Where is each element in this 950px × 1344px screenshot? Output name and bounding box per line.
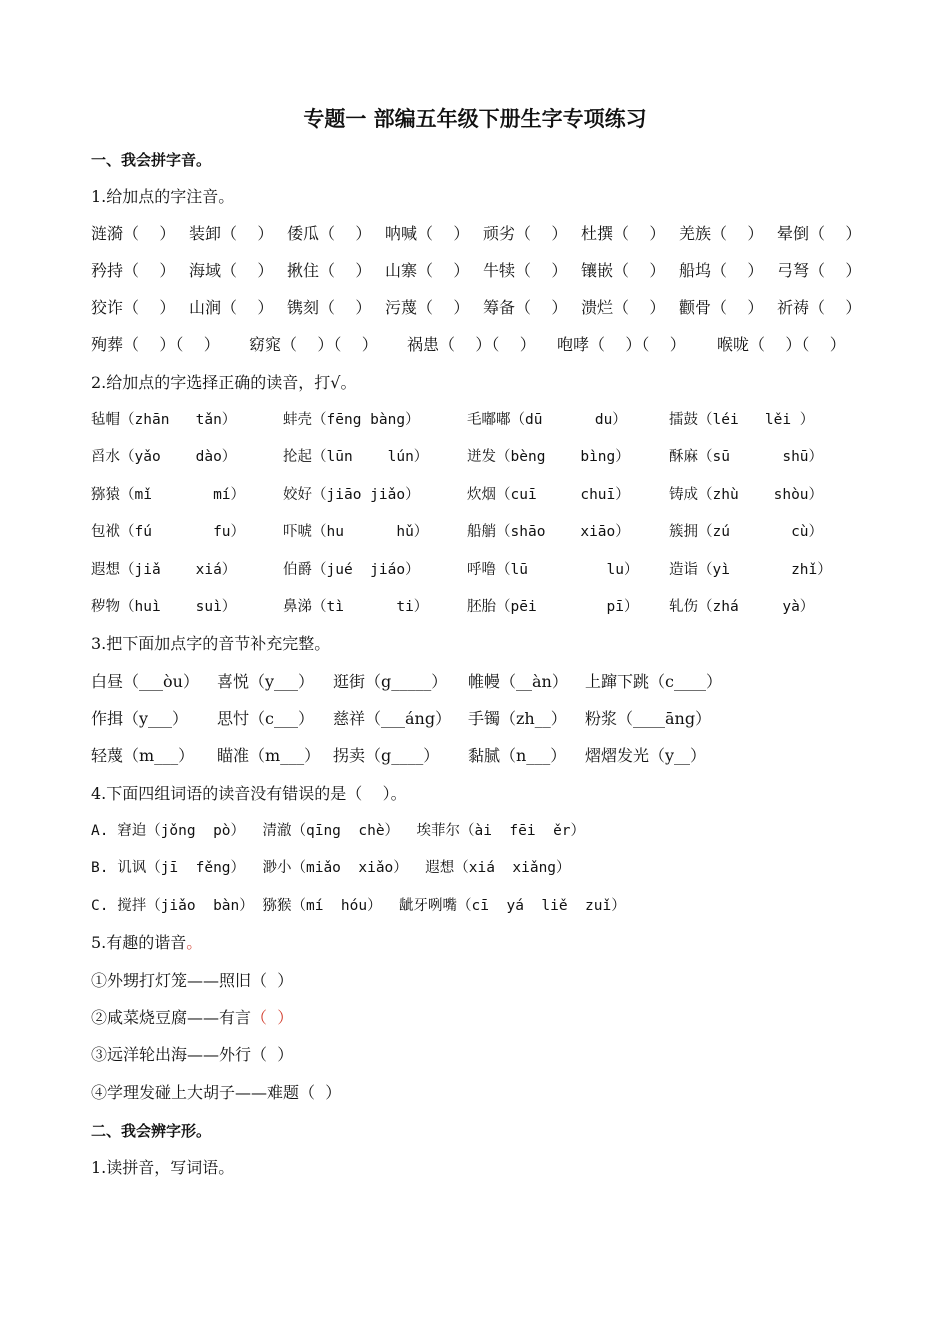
word-item: 镌刻（ ）	[287, 298, 372, 317]
word-item: 涟漪（ ）	[91, 224, 176, 243]
reading-choice: 毛嘟嘟（dū du）	[467, 412, 627, 428]
reading-choice: 迸发（bèng bìng）	[467, 449, 630, 465]
pun-text: ③远洋轮出海——外行	[91, 1045, 252, 1064]
page-title: 专题一 部编五年级下册生字专项练习	[303, 107, 647, 131]
reading-choice: 伯爵（jué jiáo）	[283, 562, 420, 578]
word-item: 晕倒（ ）	[777, 224, 862, 243]
syllable-blank: 瞄准（m___）	[217, 746, 321, 765]
word-item: 祸患（ ）（ ）	[407, 335, 536, 354]
reading-choice: 猕猿（mǐ mí）	[91, 487, 246, 503]
reading-choice: 船艄（shāo xiāo）	[467, 524, 630, 540]
reading-choice: 遐想（jiǎ xiá）	[91, 562, 237, 578]
syllable-blank: 上蹿下跳（c____）	[585, 672, 722, 691]
syllable-blank: 粉浆（____āng）	[585, 709, 712, 728]
word-item: 牛犊（ ）	[483, 261, 568, 280]
word-item: 弓弩（ ）	[777, 261, 862, 280]
question-2-prompt: 2.给加点的字选择正确的读音，打√。	[91, 373, 357, 392]
syllable-blank: 黏腻（n___）	[468, 746, 567, 765]
reading-choice: 姣好（jiāo jiǎo）	[283, 487, 420, 503]
answer-blank: （ ）	[251, 1008, 294, 1027]
reading-choice: 毡帽（zhān tǎn）	[91, 412, 237, 428]
question-3-prompt: 3.把下面加点字的音节补充完整。	[91, 634, 331, 653]
reading-choice: 擂鼓（léi lěi ）	[669, 412, 815, 428]
section-heading-pinyin: 一、我会拼字音。	[91, 151, 212, 169]
word-item: 污蔑（ ）	[385, 298, 470, 317]
word-item: 海域（ ）	[189, 261, 274, 280]
word-item: 呐喊（ ）	[385, 224, 470, 243]
section-2-question-1-prompt: 1.读拼音，写词语。	[91, 1158, 235, 1177]
reading-choice: 酥麻（sū shū）	[669, 449, 824, 465]
pun-item-4	[91, 1083, 341, 1103]
word-item: 颧骨（ ）	[679, 298, 764, 317]
word-item: 顽劣（ ）	[483, 224, 568, 243]
question-5-prompt	[91, 933, 202, 953]
syllable-blank: 拐卖（g____）	[333, 746, 440, 765]
word-item: 喉咙（ ）（ ）	[717, 335, 846, 354]
section-heading-glyphs: 二、我会辨字形。	[91, 1122, 212, 1140]
syllable-blank: 慈祥（___áng）	[333, 709, 452, 728]
word-item: 狡诈（ ）	[91, 298, 176, 317]
option-b: B. 讥讽（jī fěng） 渺小（miǎo xiǎo） 遐想（xiá xiǎng）	[91, 860, 571, 876]
reading-choice: 铸成（zhù shòu）	[669, 487, 824, 503]
syllable-blank: 思忖（c___）	[217, 709, 314, 728]
reading-choice: 蚌壳（fēng bàng）	[283, 412, 420, 428]
word-item: 羌族（ ）	[679, 224, 764, 243]
answer-blank: （ ）	[299, 1083, 342, 1102]
syllable-blank: 手镯（zh__）	[468, 709, 567, 728]
reading-choice: 轧伤（zhá yà）	[669, 599, 815, 615]
syllable-blank: 喜悦（y___）	[217, 672, 315, 691]
syllable-blank: 作揖（y___）	[91, 709, 189, 728]
syllable-blank: 白昼（___òu）	[91, 672, 199, 691]
reading-choice: 吓唬（hu hǔ）	[283, 524, 429, 540]
reading-choice: 包袱（fú fu）	[91, 524, 246, 540]
reading-choice: 鼻涕（tì ti）	[283, 599, 429, 615]
syllable-blank: 帷幔（__àn）	[468, 672, 568, 691]
pun-text: ④学理发碰上大胡子——难题	[91, 1083, 300, 1102]
pun-item-2	[91, 1008, 293, 1028]
reading-choice: 舀水（yǎo dào）	[91, 449, 237, 465]
word-item: 矜持（ ）	[91, 261, 176, 280]
word-item: 山寨（ ）	[385, 261, 470, 280]
reading-choice: 秽物（huì suì）	[91, 599, 237, 615]
word-item: 装卸（ ）	[189, 224, 274, 243]
reading-choice: 造诣（yì zhǐ）	[669, 562, 832, 578]
word-item: 山涧（ ）	[189, 298, 274, 317]
syllable-blank: 熠熠发光（y__）	[585, 746, 707, 765]
answer-blank: （ ）	[251, 971, 294, 990]
word-item: 筹备（ ）	[483, 298, 568, 317]
word-item: 镶嵌（ ）	[581, 261, 666, 280]
question-4-prompt: 4.下面四组词语的读音没有错误的是（ ）。	[91, 784, 407, 803]
syllable-blank: 轻蔑（m___）	[91, 746, 195, 765]
word-item: 咆哮（ ）（ ）	[557, 335, 686, 354]
reading-choice: 抡起（lūn lún）	[283, 449, 429, 465]
syllable-blank: 逛街（g_____）	[333, 672, 448, 691]
word-item: 倭瓜（ ）	[287, 224, 372, 243]
pun-text: ①外甥打灯笼——照旧	[91, 971, 252, 990]
word-item: 殉葬（ ）（ ）	[91, 335, 220, 354]
reading-choice: 呼噜（lū lu）	[467, 562, 639, 578]
word-item: 揪住（ ）	[287, 261, 372, 280]
pun-text: ②咸菜烧豆腐——有言	[91, 1008, 252, 1027]
pun-item-3	[91, 1045, 293, 1065]
question-5-prompt-text: 5.有趣的谐音	[91, 933, 187, 952]
word-item: 窈窕（ ）（ ）	[249, 335, 378, 354]
pun-item-1	[91, 971, 293, 991]
word-item: 杜撰（ ）	[581, 224, 666, 243]
question-1-prompt: 1.给加点的字注音。	[91, 187, 235, 206]
answer-blank: （ ）	[251, 1045, 294, 1064]
reading-choice: 胚胎（pēi pī）	[467, 599, 639, 615]
option-c: C. 搅拌（jiǎo bàn） 猕猴（mí hóu） 龇牙咧嘴（cī yá liě zuǐ）	[91, 898, 626, 914]
reading-choice: 炊烟（cuī chuī）	[467, 487, 630, 503]
option-a: A. 窘迫（jǒng pò） 清澈（qīng chè） 埃菲尔（ài fēi ěr）	[91, 823, 586, 839]
word-item: 溃烂（ ）	[581, 298, 666, 317]
word-item: 祈祷（ ）	[777, 298, 862, 317]
question-5-prompt-punct: 。	[186, 933, 203, 952]
reading-choice: 簇拥（zú cù）	[669, 524, 824, 540]
word-item: 船坞（ ）	[679, 261, 764, 280]
